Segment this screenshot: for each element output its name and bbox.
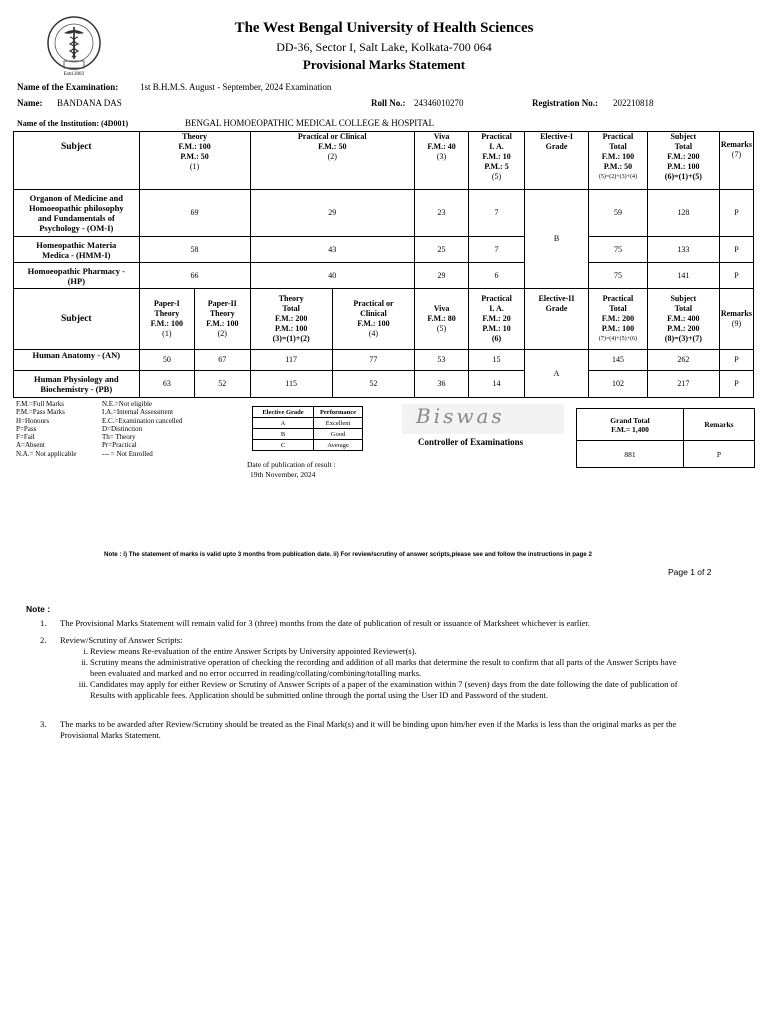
th-remarks: Remarks (7) — [719, 132, 753, 190]
notes-heading: Note : — [26, 604, 51, 614]
viva-marks: 29 — [415, 263, 469, 289]
university-address: DD-36, Sector I, Salt Lake, Kolkata-700 064 — [276, 40, 492, 54]
name-value: BANDANA DAS — [57, 98, 122, 108]
table-row — [14, 263, 754, 289]
abbreviations-col1: F.M.=Full Marks P.M.=Pass Marks H=Honours P=Pass F=Fail A=Absent N.A.= Not applicable — [16, 400, 77, 458]
table-row — [14, 350, 754, 371]
th-subject: Subject — [14, 132, 140, 190]
table2-header-row — [14, 289, 754, 350]
elective-grade-value: B — [524, 190, 588, 289]
ia-marks: 7 — [469, 190, 525, 237]
paper1-marks: 50 — [140, 350, 195, 370]
theory-marks: 66 — [139, 263, 250, 289]
remarks-value: P — [719, 350, 753, 371]
theory-total-marks: 115 — [251, 371, 333, 397]
subject-name: Human Physiology and Biochemistry - (PB) — [14, 371, 140, 398]
ia-marks: 15 — [469, 350, 525, 371]
elective-grade-legend — [252, 406, 363, 451]
theory-practical-marks-group — [250, 371, 415, 398]
name-label: Name: — [17, 98, 43, 108]
theory-marks: 69 — [139, 190, 250, 237]
note-subitem: ii. Scrutiny means the administrative operation of checking the recording and addition of all marks that determine the result to confirm that all parts of the Answer Scripts have been evaluated and marked and no error occurred in reading/collating/combining/totalling marks. — [81, 657, 677, 678]
theory-practical-marks-group — [250, 350, 415, 371]
institution-label: Name of the Institution: (4D001) — [17, 119, 129, 128]
signature-box — [402, 404, 564, 434]
practical-marks: 77 — [369, 355, 378, 364]
practical-marks: 29 — [250, 190, 415, 237]
remarks-value: P — [719, 371, 753, 398]
grand-total-remarks: P — [684, 441, 755, 468]
page-number: Page 1 of 2 — [668, 567, 712, 577]
th-practical: Practical or Clinical F.M.: 50 (2) — [250, 132, 415, 190]
table-row — [14, 237, 754, 263]
note-item-1: 1. The Provisional Marks Statement will remain valid for 3 (three) months from the date of publication of result or issuance of Marksheet whichever is earlier. — [40, 618, 590, 628]
subject-total: 217 — [647, 371, 719, 398]
practical-marks: 43 — [250, 237, 415, 263]
th-elective-grade: Elective-II Grade — [524, 289, 588, 350]
th-theory-total: Theory Total F.M.: 200 P.M.: 100 (3)=(1)+(2) — [251, 289, 333, 349]
institution-value: BENGAL HOMOEOPATHIC MEDICAL COLLEGE & HOSPITAL — [185, 118, 435, 128]
ia-marks: 7 — [469, 237, 525, 263]
subject-total: 133 — [647, 237, 719, 263]
grand-total-value: 881 — [577, 441, 684, 468]
th-subject-total: Subject Total F.M.: 200 P.M.: 100 (6)=(1)+(5) — [647, 132, 719, 190]
th-theory: Theory F.M.: 100 P.M.: 50 (1) — [139, 132, 250, 190]
practical-total: 102 — [589, 371, 648, 398]
subject-name: Homoeopathic Pharmacy - (HP) — [14, 263, 140, 289]
practical-total: 59 — [589, 190, 648, 237]
viva-marks: 23 — [415, 190, 469, 237]
note-subitem: i. Review means Re-evaluation of the entire Answer Scripts by University appointed Reviewer(s). — [83, 646, 417, 656]
roll-value: 24346010270 — [414, 98, 464, 108]
paper-marks-group — [139, 350, 250, 371]
university-title: The West Bengal University of Health Sciences — [234, 20, 534, 36]
marks-table-part1 — [13, 131, 754, 398]
table-row — [14, 371, 754, 398]
exam-value: 1st B.H.M.S. August - September, 2024 Examination — [140, 82, 332, 92]
th-viva: Viva F.M.: 80 (5) — [415, 289, 469, 350]
subject-name: Organon of Medicine and Homoeopathic philosophy and Fundamentals of Psychology - (OM-I) — [14, 190, 140, 237]
abbreviations-col2: N.E.=Not eligible I.A.=Internal Assessment E.C.=Examination cancelled D=Distinction Th= Theory Pr=Practical --- = Not Enrolled — [102, 400, 183, 458]
note-item-3: 3. The marks to be awarded after Review/Scrutiny should be treated as the Final Mark(s) and it will be binding upon him/her even if the Marks is less than the original marks as per the Provisional Marks Statement. — [40, 719, 677, 740]
exam-label: Name of the Examination: — [17, 82, 119, 92]
viva-marks: 53 — [415, 350, 469, 371]
legend-row: B Good — [253, 429, 363, 440]
registration-value: 202210818 — [613, 98, 654, 108]
legend-header-grade: Elective Grade — [253, 407, 314, 418]
ia-marks: 6 — [469, 263, 525, 289]
practical-marks: 52 — [369, 379, 378, 388]
th-internal-assessment: Practical I. A. F.M.: 10 P.M.: 5 (5) — [469, 132, 525, 190]
grand-total-label: Grand Total F.M.= 1,400 — [577, 409, 684, 441]
subject-total: 141 — [647, 263, 719, 289]
practical-marks: 40 — [250, 263, 415, 289]
th-subject: Subject — [14, 289, 140, 350]
roll-label: Roll No.: — [371, 98, 406, 108]
note-subitem: iii. Candidates may apply for either Review or Scrutiny of Answer Scripts of a paper of the examination within 7 (seven) days from the date following the date of publication of Results with applicable fees. Application should be submitted online through the portal using the User ID and Password of the student. — [78, 679, 678, 700]
legend-row: A Excellent — [253, 418, 363, 429]
seal-estd-text: Estd 2003 — [63, 72, 85, 77]
remarks-value: P — [719, 263, 753, 289]
th-viva: Viva F.M.: 40 (3) — [415, 132, 469, 190]
theory-marks: 58 — [139, 237, 250, 263]
viva-marks: 36 — [415, 371, 469, 398]
publication-date: 19th November, 2024 — [250, 470, 316, 479]
registration-label: Registration No.: — [532, 98, 598, 108]
th-elective-grade: Elective-I Grade — [524, 132, 588, 190]
practical-total: 75 — [589, 263, 648, 289]
grand-total-remarks-label: Remarks — [684, 409, 755, 441]
th-remarks: Remarks (9) — [719, 289, 753, 350]
th-practical-clinical: Practical or Clinical F.M.: 100 (4) — [353, 299, 394, 338]
paper2-marks: 52 — [218, 379, 227, 388]
th-paper1: Paper-I Theory F.M.: 100 (1) — [140, 289, 195, 349]
grand-total-table — [576, 408, 755, 468]
theory-total-marks: 117 — [251, 350, 333, 370]
subject-total: 128 — [647, 190, 719, 237]
th-subject-total: Subject Total F.M.: 400 P.M.: 200 (8)=(3)+(7) — [647, 289, 719, 350]
th-internal-assessment: Practical I. A. F.M.: 20 P.M.: 10 (6) — [469, 289, 525, 350]
statement-title: Provisional Marks Statement — [302, 57, 466, 72]
practical-total: 145 — [589, 350, 648, 371]
th-paper2: Paper-II Theory F.M.: 100 (2) — [206, 299, 239, 338]
th-practical-total: Practical Total F.M.: 200 P.M.: 100 (7)=(4)+(5)+(6) — [589, 289, 648, 350]
elective-grade-value: A — [524, 350, 588, 398]
remarks-value: P — [719, 237, 753, 263]
remarks-value: P — [719, 190, 753, 237]
th-paper-group — [139, 289, 250, 350]
subject-name: Homeopathic Materia Medica - (HMM-I) — [14, 237, 140, 263]
practical-total: 75 — [589, 237, 648, 263]
subject-name: Human Anatomy - (AN) — [14, 350, 140, 371]
ia-marks: 14 — [469, 371, 525, 398]
th-theory-practical-group — [250, 289, 415, 350]
subject-total: 262 — [647, 350, 719, 371]
controller-title: Controller of Examinations — [418, 437, 524, 447]
paper1-marks: 63 — [140, 371, 195, 397]
notes-list — [40, 618, 680, 747]
publication-date-block — [247, 460, 336, 480]
paper2-marks: 67 — [218, 355, 227, 364]
table-row — [14, 190, 754, 237]
th-practical-total: Practical Total F.M.: 100 P.M.: 50 (5)=(2)+(3)+(4) — [589, 132, 648, 190]
legend-header-performance: Performance — [314, 407, 363, 418]
paper-marks-group — [139, 371, 250, 398]
publication-label: Date of publication of result : — [247, 460, 336, 469]
legend-row: C Average — [253, 440, 363, 451]
viva-marks: 25 — [415, 237, 469, 263]
table1-header-row — [14, 132, 754, 190]
footer-note: Note : i) The statement of marks is valid upto 3 months from publication date. ii) For review/scrutiny of answer scripts,please see and follow the instructions in page 2 — [104, 551, 592, 558]
signature: Biswas — [416, 404, 505, 428]
note-item-2: 2. Review/Scrutiny of Answer Scripts: i. Review means Re-evaluation of the entire Answer Scripts by University appointed Reviewer(s). ii. Scrutiny means the administrative operation of checking the recording and addition of all marks that determine the result to confirm that all parts of the Answer Scripts have been evaluated and marked and no error occurred in reading/collating/combining/totalling marks. iii. Candidates may apply for either Review or Scrutiny of Answer Scripts of a paper of the examination within 7 (seven) days from the date following the date of publication of Results with applicable fees. Application should be submitted online through the portal using the User ID and Password of the student. — [40, 635, 680, 701]
